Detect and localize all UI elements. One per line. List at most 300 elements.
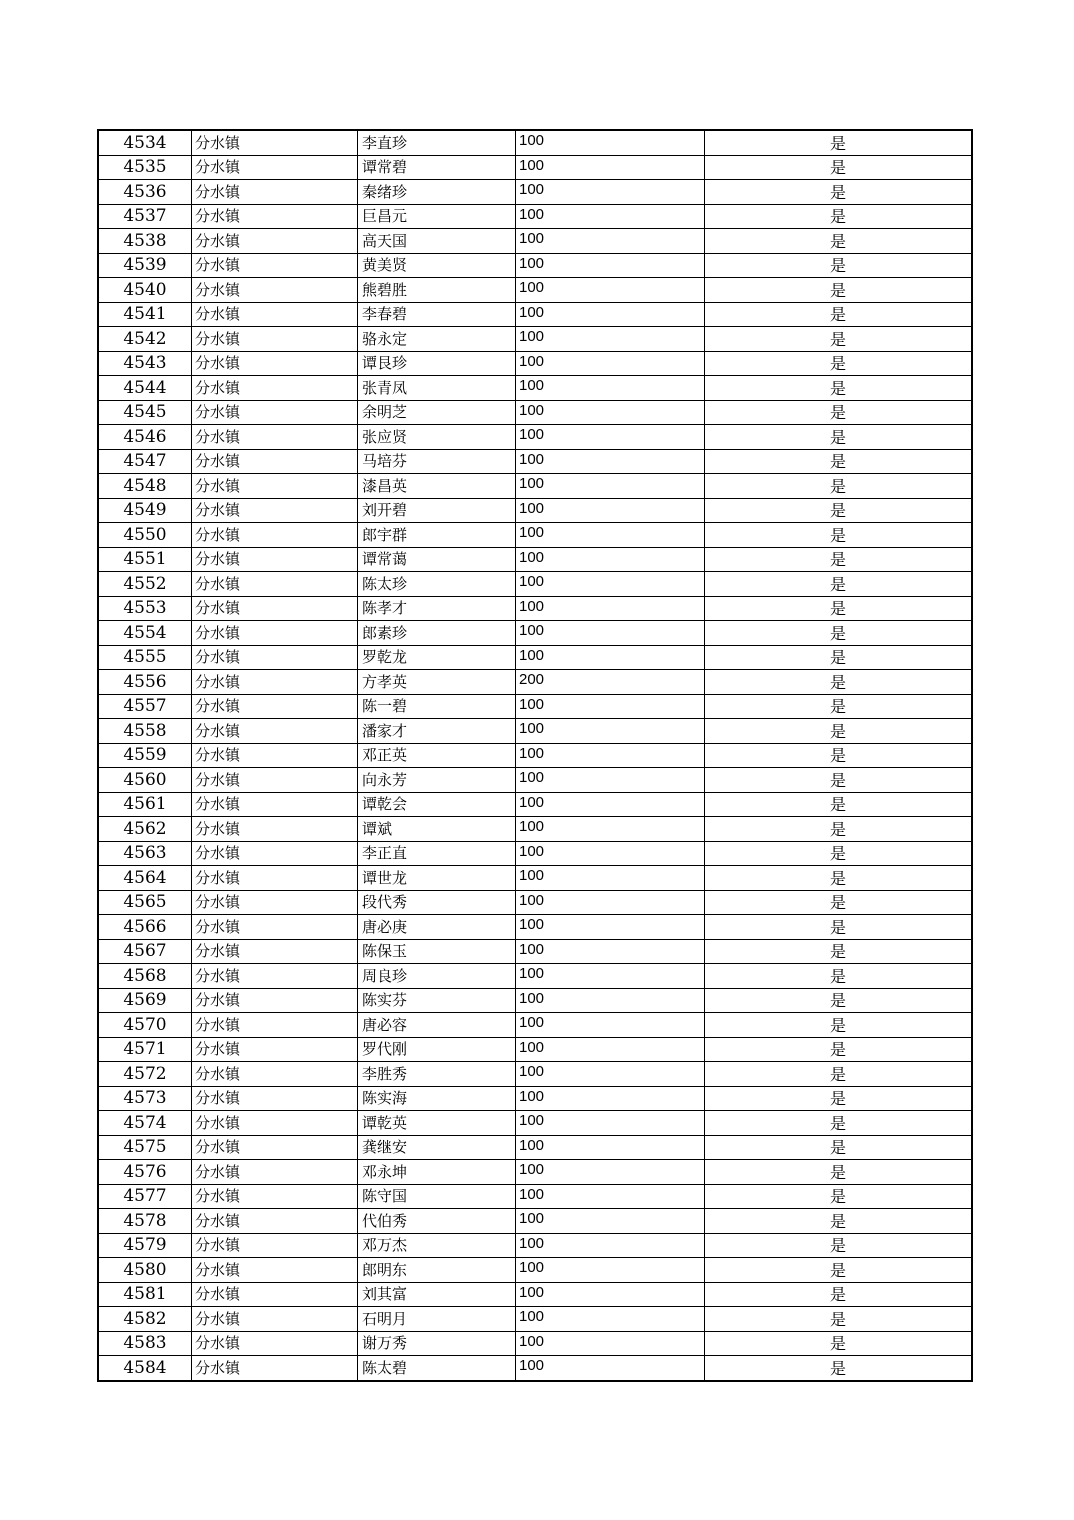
table-row <box>98 351 972 376</box>
person-name-cell: 谭世龙 <box>358 866 516 891</box>
row-number-cell: 4566 <box>98 915 192 940</box>
town-cell: 分水镇 <box>192 621 358 646</box>
status-cell: 是 <box>705 988 973 1013</box>
row-number-cell: 4556 <box>98 670 192 695</box>
town-cell: 分水镇 <box>192 743 358 768</box>
town-cell: 分水镇 <box>192 278 358 303</box>
person-name-cell: 郎素珍 <box>358 621 516 646</box>
person-name-cell: 李直珍 <box>358 130 516 155</box>
row-number-cell: 4537 <box>98 204 192 229</box>
town-cell: 分水镇 <box>192 572 358 597</box>
person-name-cell: 陈保玉 <box>358 939 516 964</box>
table-row <box>98 768 972 793</box>
town-cell: 分水镇 <box>192 1258 358 1283</box>
row-number-cell: 4578 <box>98 1209 192 1234</box>
row-number-cell: 4553 <box>98 596 192 621</box>
town-cell: 分水镇 <box>192 302 358 327</box>
person-name-cell: 骆永定 <box>358 327 516 352</box>
town-cell: 分水镇 <box>192 523 358 548</box>
table-row <box>98 572 972 597</box>
table-row <box>98 792 972 817</box>
status-cell: 是 <box>705 866 973 891</box>
person-name-cell: 邓永坤 <box>358 1160 516 1185</box>
town-cell: 分水镇 <box>192 449 358 474</box>
status-cell: 是 <box>705 400 973 425</box>
table-row <box>98 964 972 989</box>
row-number-cell: 4582 <box>98 1307 192 1332</box>
status-cell: 是 <box>705 1307 973 1332</box>
table-row <box>98 204 972 229</box>
person-name-cell: 张应贤 <box>358 425 516 450</box>
row-number-cell: 4557 <box>98 694 192 719</box>
town-cell: 分水镇 <box>192 1209 358 1234</box>
person-name-cell: 李春碧 <box>358 302 516 327</box>
town-cell: 分水镇 <box>192 1062 358 1087</box>
person-name-cell: 谭常蔼 <box>358 547 516 572</box>
table-row <box>98 425 972 450</box>
amount-cell: 100 <box>516 915 705 940</box>
town-cell: 分水镇 <box>192 694 358 719</box>
table-row <box>98 694 972 719</box>
town-cell: 分水镇 <box>192 376 358 401</box>
town-cell: 分水镇 <box>192 1160 358 1185</box>
amount-cell: 100 <box>516 1062 705 1087</box>
town-cell: 分水镇 <box>192 327 358 352</box>
status-cell: 是 <box>705 180 973 205</box>
subsidy-table <box>97 129 973 1382</box>
person-name-cell: 向永芳 <box>358 768 516 793</box>
status-cell: 是 <box>705 1184 973 1209</box>
row-number-cell: 4579 <box>98 1233 192 1258</box>
person-name-cell: 马培芬 <box>358 449 516 474</box>
town-cell: 分水镇 <box>192 425 358 450</box>
table-row <box>98 1209 972 1234</box>
amount-cell: 100 <box>516 498 705 523</box>
table-row <box>98 1111 972 1136</box>
amount-cell: 100 <box>516 1233 705 1258</box>
table-row <box>98 1307 972 1332</box>
person-name-cell: 郎宇群 <box>358 523 516 548</box>
status-cell: 是 <box>705 1086 973 1111</box>
town-cell: 分水镇 <box>192 155 358 180</box>
status-cell: 是 <box>705 1209 973 1234</box>
status-cell: 是 <box>705 351 973 376</box>
amount-cell: 100 <box>516 694 705 719</box>
status-cell: 是 <box>705 768 973 793</box>
town-cell: 分水镇 <box>192 253 358 278</box>
row-number-cell: 4534 <box>98 130 192 155</box>
person-name-cell: 谭艮珍 <box>358 351 516 376</box>
person-name-cell: 熊碧胜 <box>358 278 516 303</box>
status-cell: 是 <box>705 278 973 303</box>
amount-cell: 100 <box>516 474 705 499</box>
amount-cell: 100 <box>516 719 705 744</box>
town-cell: 分水镇 <box>192 645 358 670</box>
status-cell: 是 <box>705 1062 973 1087</box>
table-row <box>98 1233 972 1258</box>
person-name-cell: 李正直 <box>358 841 516 866</box>
table-row <box>98 400 972 425</box>
status-cell: 是 <box>705 817 973 842</box>
row-number-cell: 4538 <box>98 229 192 254</box>
town-cell: 分水镇 <box>192 841 358 866</box>
row-number-cell: 4573 <box>98 1086 192 1111</box>
person-name-cell: 谢万秀 <box>358 1331 516 1356</box>
table-row <box>98 988 972 1013</box>
status-cell: 是 <box>705 474 973 499</box>
person-name-cell: 刘开碧 <box>358 498 516 523</box>
table-row <box>98 253 972 278</box>
row-number-cell: 4564 <box>98 866 192 891</box>
amount-cell: 100 <box>516 866 705 891</box>
amount-cell: 100 <box>516 841 705 866</box>
row-number-cell: 4581 <box>98 1282 192 1307</box>
row-number-cell: 4551 <box>98 547 192 572</box>
amount-cell: 100 <box>516 130 705 155</box>
town-cell: 分水镇 <box>192 792 358 817</box>
person-name-cell: 黄美贤 <box>358 253 516 278</box>
status-cell: 是 <box>705 743 973 768</box>
status-cell: 是 <box>705 1013 973 1038</box>
town-cell: 分水镇 <box>192 1282 358 1307</box>
town-cell: 分水镇 <box>192 596 358 621</box>
amount-cell: 100 <box>516 596 705 621</box>
person-name-cell: 谭乾英 <box>358 1111 516 1136</box>
table-row <box>98 719 972 744</box>
town-cell: 分水镇 <box>192 498 358 523</box>
amount-cell: 100 <box>516 155 705 180</box>
table-row <box>98 1013 972 1038</box>
table-row <box>98 866 972 891</box>
table-row <box>98 180 972 205</box>
town-cell: 分水镇 <box>192 1111 358 1136</box>
amount-cell: 100 <box>516 1037 705 1062</box>
person-name-cell: 龚继安 <box>358 1135 516 1160</box>
amount-cell: 100 <box>516 964 705 989</box>
town-cell: 分水镇 <box>192 964 358 989</box>
town-cell: 分水镇 <box>192 1135 358 1160</box>
row-number-cell: 4560 <box>98 768 192 793</box>
status-cell: 是 <box>705 841 973 866</box>
amount-cell: 100 <box>516 1184 705 1209</box>
status-cell: 是 <box>705 327 973 352</box>
person-name-cell: 邓正英 <box>358 743 516 768</box>
row-number-cell: 4571 <box>98 1037 192 1062</box>
person-name-cell: 罗代刚 <box>358 1037 516 1062</box>
town-cell: 分水镇 <box>192 229 358 254</box>
person-name-cell: 漆昌英 <box>358 474 516 499</box>
amount-cell: 100 <box>516 988 705 1013</box>
status-cell: 是 <box>705 792 973 817</box>
amount-cell: 100 <box>516 400 705 425</box>
row-number-cell: 4542 <box>98 327 192 352</box>
table-row <box>98 670 972 695</box>
row-number-cell: 4544 <box>98 376 192 401</box>
town-cell: 分水镇 <box>192 866 358 891</box>
person-name-cell: 陈一碧 <box>358 694 516 719</box>
row-number-cell: 4583 <box>98 1331 192 1356</box>
table-row <box>98 596 972 621</box>
table-row <box>98 915 972 940</box>
table-row <box>98 743 972 768</box>
amount-cell: 100 <box>516 890 705 915</box>
table-row <box>98 1331 972 1356</box>
town-cell: 分水镇 <box>192 719 358 744</box>
amount-cell: 100 <box>516 621 705 646</box>
person-name-cell: 刘其富 <box>358 1282 516 1307</box>
person-name-cell: 唐必容 <box>358 1013 516 1038</box>
status-cell: 是 <box>705 253 973 278</box>
amount-cell: 100 <box>516 1356 705 1381</box>
person-name-cell: 陈太珍 <box>358 572 516 597</box>
table-body <box>98 130 972 1381</box>
status-cell: 是 <box>705 670 973 695</box>
status-cell: 是 <box>705 1331 973 1356</box>
person-name-cell: 谭常碧 <box>358 155 516 180</box>
status-cell: 是 <box>705 130 973 155</box>
row-number-cell: 4577 <box>98 1184 192 1209</box>
town-cell: 分水镇 <box>192 1184 358 1209</box>
row-number-cell: 4543 <box>98 351 192 376</box>
amount-cell: 100 <box>516 1307 705 1332</box>
person-name-cell: 陈太碧 <box>358 1356 516 1381</box>
amount-cell: 100 <box>516 547 705 572</box>
amount-cell: 100 <box>516 1135 705 1160</box>
status-cell: 是 <box>705 1282 973 1307</box>
person-name-cell: 潘家才 <box>358 719 516 744</box>
table-row <box>98 1184 972 1209</box>
amount-cell: 100 <box>516 792 705 817</box>
amount-cell: 100 <box>516 939 705 964</box>
amount-cell: 100 <box>516 425 705 450</box>
table-row <box>98 1258 972 1283</box>
amount-cell: 100 <box>516 1086 705 1111</box>
row-number-cell: 4561 <box>98 792 192 817</box>
amount-cell: 100 <box>516 1258 705 1283</box>
amount-cell: 100 <box>516 1282 705 1307</box>
table-row <box>98 547 972 572</box>
status-cell: 是 <box>705 204 973 229</box>
table-row <box>98 841 972 866</box>
table-row <box>98 1037 972 1062</box>
table-row <box>98 498 972 523</box>
amount-cell: 100 <box>516 768 705 793</box>
status-cell: 是 <box>705 1037 973 1062</box>
row-number-cell: 4554 <box>98 621 192 646</box>
town-cell: 分水镇 <box>192 817 358 842</box>
amount-cell: 100 <box>516 180 705 205</box>
town-cell: 分水镇 <box>192 474 358 499</box>
row-number-cell: 4575 <box>98 1135 192 1160</box>
amount-cell: 100 <box>516 743 705 768</box>
table-row <box>98 1086 972 1111</box>
amount-cell: 100 <box>516 376 705 401</box>
amount-cell: 100 <box>516 523 705 548</box>
table-row <box>98 130 972 155</box>
amount-cell: 100 <box>516 817 705 842</box>
amount-cell: 100 <box>516 1160 705 1185</box>
town-cell: 分水镇 <box>192 547 358 572</box>
row-number-cell: 4545 <box>98 400 192 425</box>
row-number-cell: 4569 <box>98 988 192 1013</box>
town-cell: 分水镇 <box>192 768 358 793</box>
person-name-cell: 陈守国 <box>358 1184 516 1209</box>
row-number-cell: 4535 <box>98 155 192 180</box>
row-number-cell: 4572 <box>98 1062 192 1087</box>
row-number-cell: 4562 <box>98 817 192 842</box>
row-number-cell: 4584 <box>98 1356 192 1381</box>
status-cell: 是 <box>705 229 973 254</box>
amount-cell: 100 <box>516 645 705 670</box>
town-cell: 分水镇 <box>192 351 358 376</box>
status-cell: 是 <box>705 523 973 548</box>
person-name-cell: 秦绪珍 <box>358 180 516 205</box>
status-cell: 是 <box>705 694 973 719</box>
table-row <box>98 1356 972 1381</box>
town-cell: 分水镇 <box>192 1307 358 1332</box>
status-cell: 是 <box>705 155 973 180</box>
row-number-cell: 4580 <box>98 1258 192 1283</box>
table-row <box>98 523 972 548</box>
town-cell: 分水镇 <box>192 180 358 205</box>
row-number-cell: 4558 <box>98 719 192 744</box>
town-cell: 分水镇 <box>192 915 358 940</box>
amount-cell: 100 <box>516 204 705 229</box>
status-cell: 是 <box>705 572 973 597</box>
table-row <box>98 939 972 964</box>
person-name-cell: 郎明东 <box>358 1258 516 1283</box>
table-row <box>98 449 972 474</box>
person-name-cell: 余明芝 <box>358 400 516 425</box>
person-name-cell: 巨昌元 <box>358 204 516 229</box>
person-name-cell: 张青凤 <box>358 376 516 401</box>
row-number-cell: 4568 <box>98 964 192 989</box>
person-name-cell: 唐必庚 <box>358 915 516 940</box>
table-row <box>98 645 972 670</box>
status-cell: 是 <box>705 719 973 744</box>
table-row <box>98 1160 972 1185</box>
table-row <box>98 1062 972 1087</box>
town-cell: 分水镇 <box>192 1086 358 1111</box>
row-number-cell: 4567 <box>98 939 192 964</box>
amount-cell: 100 <box>516 327 705 352</box>
person-name-cell: 陈孝才 <box>358 596 516 621</box>
person-name-cell: 谭乾会 <box>358 792 516 817</box>
row-number-cell: 4574 <box>98 1111 192 1136</box>
town-cell: 分水镇 <box>192 400 358 425</box>
status-cell: 是 <box>705 939 973 964</box>
table-row <box>98 376 972 401</box>
status-cell: 是 <box>705 645 973 670</box>
table-row <box>98 474 972 499</box>
row-number-cell: 4549 <box>98 498 192 523</box>
person-name-cell: 邓万杰 <box>358 1233 516 1258</box>
row-number-cell: 4552 <box>98 572 192 597</box>
row-number-cell: 4546 <box>98 425 192 450</box>
amount-cell: 100 <box>516 253 705 278</box>
person-name-cell: 罗乾龙 <box>358 645 516 670</box>
table-row <box>98 155 972 180</box>
person-name-cell: 代伯秀 <box>358 1209 516 1234</box>
person-name-cell: 石明月 <box>358 1307 516 1332</box>
table-row <box>98 327 972 352</box>
row-number-cell: 4570 <box>98 1013 192 1038</box>
row-number-cell: 4563 <box>98 841 192 866</box>
status-cell: 是 <box>705 1160 973 1185</box>
table-row <box>98 302 972 327</box>
person-name-cell: 陈实芬 <box>358 988 516 1013</box>
status-cell: 是 <box>705 1111 973 1136</box>
amount-cell: 100 <box>516 1013 705 1038</box>
row-number-cell: 4576 <box>98 1160 192 1185</box>
town-cell: 分水镇 <box>192 670 358 695</box>
amount-cell: 200 <box>516 670 705 695</box>
amount-cell: 100 <box>516 1331 705 1356</box>
person-name-cell: 周良珍 <box>358 964 516 989</box>
town-cell: 分水镇 <box>192 890 358 915</box>
amount-cell: 100 <box>516 302 705 327</box>
town-cell: 分水镇 <box>192 130 358 155</box>
status-cell: 是 <box>705 890 973 915</box>
row-number-cell: 4539 <box>98 253 192 278</box>
status-cell: 是 <box>705 547 973 572</box>
status-cell: 是 <box>705 449 973 474</box>
row-number-cell: 4565 <box>98 890 192 915</box>
row-number-cell: 4555 <box>98 645 192 670</box>
town-cell: 分水镇 <box>192 1233 358 1258</box>
table-row <box>98 1135 972 1160</box>
person-name-cell: 李胜秀 <box>358 1062 516 1087</box>
row-number-cell: 4559 <box>98 743 192 768</box>
status-cell: 是 <box>705 376 973 401</box>
amount-cell: 100 <box>516 1111 705 1136</box>
town-cell: 分水镇 <box>192 1037 358 1062</box>
amount-cell: 100 <box>516 229 705 254</box>
person-name-cell: 谭斌 <box>358 817 516 842</box>
status-cell: 是 <box>705 1135 973 1160</box>
amount-cell: 100 <box>516 1209 705 1234</box>
table-row <box>98 1282 972 1307</box>
amount-cell: 100 <box>516 572 705 597</box>
person-name-cell: 方孝英 <box>358 670 516 695</box>
amount-cell: 100 <box>516 278 705 303</box>
person-name-cell: 陈实海 <box>358 1086 516 1111</box>
status-cell: 是 <box>705 498 973 523</box>
row-number-cell: 4547 <box>98 449 192 474</box>
status-cell: 是 <box>705 1258 973 1283</box>
town-cell: 分水镇 <box>192 1331 358 1356</box>
town-cell: 分水镇 <box>192 204 358 229</box>
status-cell: 是 <box>705 915 973 940</box>
status-cell: 是 <box>705 1356 973 1381</box>
row-number-cell: 4550 <box>98 523 192 548</box>
status-cell: 是 <box>705 1233 973 1258</box>
table-row <box>98 890 972 915</box>
table-row <box>98 278 972 303</box>
row-number-cell: 4536 <box>98 180 192 205</box>
town-cell: 分水镇 <box>192 1013 358 1038</box>
table-row <box>98 817 972 842</box>
row-number-cell: 4540 <box>98 278 192 303</box>
row-number-cell: 4548 <box>98 474 192 499</box>
person-name-cell: 高天国 <box>358 229 516 254</box>
amount-cell: 100 <box>516 449 705 474</box>
person-name-cell: 段代秀 <box>358 890 516 915</box>
town-cell: 分水镇 <box>192 1356 358 1381</box>
status-cell: 是 <box>705 302 973 327</box>
amount-cell: 100 <box>516 351 705 376</box>
status-cell: 是 <box>705 621 973 646</box>
